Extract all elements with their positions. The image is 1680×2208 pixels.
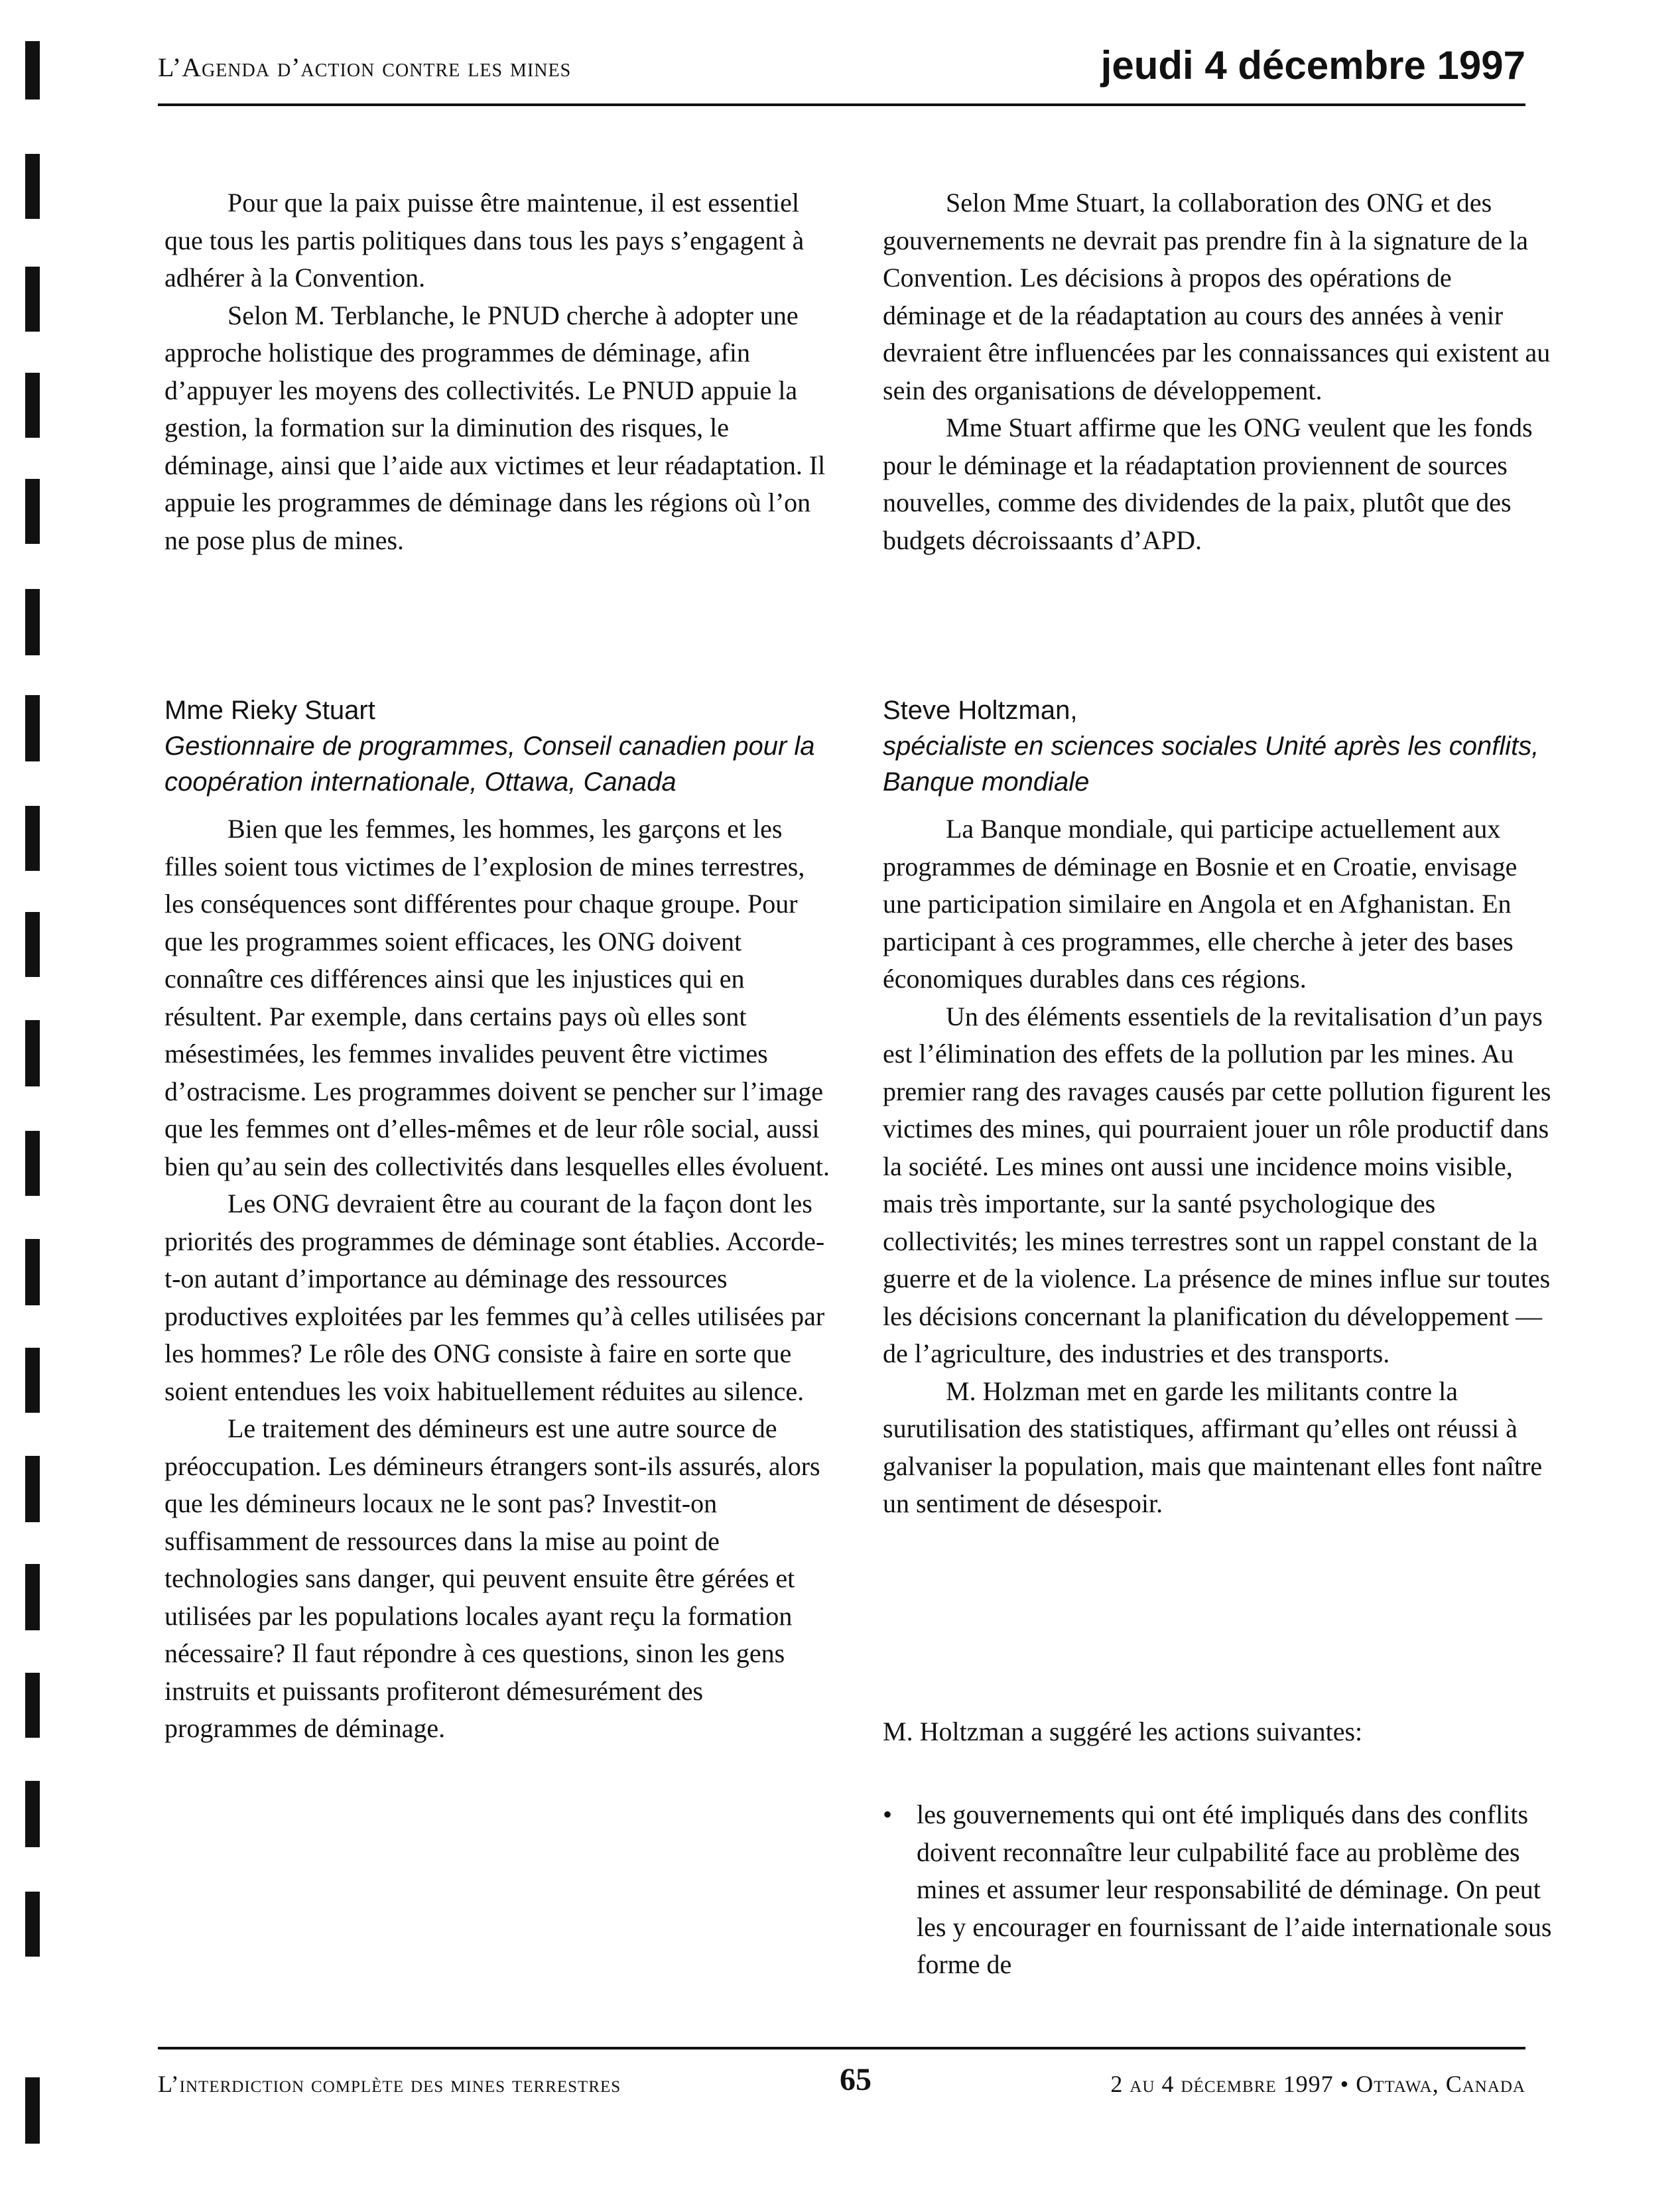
actions-intro: M. Holtzman a suggéré les actions suivantes: [883, 1717, 1363, 1746]
header-date: jeudi 4 décembre 1997 [1100, 43, 1525, 88]
revision-bar [25, 373, 40, 438]
speaker-name: Mme Rieky Stuart [164, 696, 375, 725]
footer-rule [158, 2047, 1525, 2049]
speaker-name: Steve Holtzman, [883, 696, 1078, 725]
header-rule [158, 103, 1525, 106]
revision-bar [25, 1456, 40, 1522]
revision-bar [25, 1239, 40, 1305]
speaker-role: spécialiste en sciences sociales Unité après les conflits, Banque mondiale [883, 732, 1539, 797]
paragraph: M. Holzman met en garde les militants contre la surutilisation des statistiques, affirmant qu’elles ont réussi à galvaniser la population, mais que maintenant elles font naître un sentiment de désespoir. [883, 1376, 1543, 1518]
bullet-text: les gouvernements qui ont été impliqués dans des conflits doivent reconnaître leur culpabilité face au problème des mines et assumer leur responsabilité de déminage. On peut les y encourager en fournissant de l’aide internationale sous forme de [917, 1799, 1552, 1979]
revision-bar [25, 1020, 40, 1086]
revision-bar [25, 1131, 40, 1196]
revision-bar [25, 1892, 40, 1957]
revision-bar [25, 1673, 40, 1738]
speaker-heading-holtzman [883, 692, 1553, 800]
paragraph: Le traitement des démineurs est une autre source de préoccupation. Les démineurs étrangers sont-ils assurés, alors que les démineurs locaux ne le sont pas? Investit-on suffisamment de ressources dans la mise au point de technologies sans danger, qui peuvent ensuite être gérées et utilisées par les populations locales ayant reçu la formation nécessaire? Il faut répondre à ces questions, sinon les gens instruits et puissants profiteront démesurément des programmes de déminage. [164, 1413, 820, 1743]
left-column-intro [164, 184, 834, 559]
revision-bar [25, 479, 40, 544]
left-column-body [164, 811, 834, 1748]
right-column-body [883, 811, 1553, 1523]
paragraph: Bien que les femmes, les hommes, les garçons et les filles soient tous victimes de l’explosion de mines terrestres, les conséquences sont différentes pour chaque groupe. Pour que les programmes soient efficaces, les ONG doivent connaître ces différences ainsi que les injustices qui en résultent. Par exemple, dans certains pays où elles sont mésestimées, les femmes invalides peuvent être victimes d’ostracisme. Les programmes doivent se pencher sur l’image que les femmes ont d’elles-mêmes et de leur rôle social, aussi bien qu’au sein des collectivités dans lesquelles elles évoluent. [164, 814, 830, 1181]
paragraph: La Banque mondiale, qui participe actuellement aux programmes de déminage en Bosnie et en Croatie, envisage une participation similaire en Angola et en Afghanistan. En participant à ces programmes, elle cherche à jeter des bases économiques durables dans ces régions. [883, 814, 1518, 994]
paragraph: Un des éléments essentiels de la revitalisation d’un pays est l’élimination des effets de la pollution par les mines. Au premier rang des ravages causés par cette pollution figurent les victimes des mines, qui pourraient jouer un rôle productif dans la société. Les mines ont aussi une incidence moins visible, mais très importante, sur la santé psychologique des collectivités; les mines terrestres sont un rappel constant de la guerre et de la violence. La présence de mines influe sur toutes les décisions concernant la planification du développement — de l’agriculture, des industries et des transports. [883, 1001, 1551, 1368]
footer-event: 2 au 4 décembre 1997 • Ottawa, Canada [1110, 2071, 1525, 2097]
paragraph: Les ONG devraient être au courant de la façon dont les priorités des programmes de déminage sont établies. Accorde-t-on autant d’importance au déminage des ressources productives exploitées par les femmes qu’à celles utilisées par les hommes? Le rôle des ONG consiste à faire en sorte que soient entendues les voix habituellement réduites au silence. [164, 1189, 825, 1406]
speaker-role: Gestionnaire de programmes, Conseil canadien pour la coopération internationale, Ottawa, Canada [164, 732, 815, 797]
footer-title: L’interdiction complète des mines terrestres [158, 2071, 621, 2097]
bullet-item [883, 1796, 1553, 1984]
revision-bar [25, 154, 40, 219]
paragraph: Pour que la paix puisse être maintenue, il est essentiel que tous les partis politiques dans tous les pays s’engagent à adhérer à la Convention. [164, 188, 805, 292]
revision-bar [25, 41, 40, 99]
page-number: 65 [840, 2062, 872, 2097]
revision-bar [25, 589, 40, 655]
revision-bar [25, 267, 40, 332]
revision-bar [25, 806, 40, 871]
revision-bar [25, 1348, 40, 1413]
revision-bar [25, 695, 40, 761]
revision-bar [25, 1564, 40, 1630]
revision-bar [25, 2077, 40, 2144]
revision-bar [25, 912, 40, 977]
paragraph: Selon M. Terblanche, le PNUD cherche à adopter une approche holistique des programmes de déminage, afin d’appuyer les moyens des collectivités. Le PNUD appuie la gestion, la formation sur la diminution des risques, le déminage, ainsi que l’aide aux victimes et leur réadaptation. Il appuie les programmes de déminage dans les régions où l’on ne pose plus de mines. [164, 300, 826, 555]
bullet-icon: • [883, 1799, 893, 1829]
revision-bar [25, 1781, 40, 1847]
paragraph: Selon Mme Stuart, la collaboration des ONG et des gouvernements ne devrait pas prendre fin à la signature de la Convention. Les décisions à propos des opérations de déminage et de la réadaptation au cours des années à venir devraient être influencées par les connaissances qui existent au sein des organisations de développement. [883, 188, 1551, 405]
right-column-intro [883, 184, 1553, 559]
running-header-title: L’Agenda d’action contre les mines [158, 52, 572, 82]
speaker-heading-stuart [164, 692, 834, 800]
paragraph: Mme Stuart affirme que les ONG veulent que les fonds pour le déminage et la réadaptation proviennent de sources nouvelles, comme des dividendes de la paix, plutôt que des budgets décroissaants d’APD. [883, 413, 1533, 555]
